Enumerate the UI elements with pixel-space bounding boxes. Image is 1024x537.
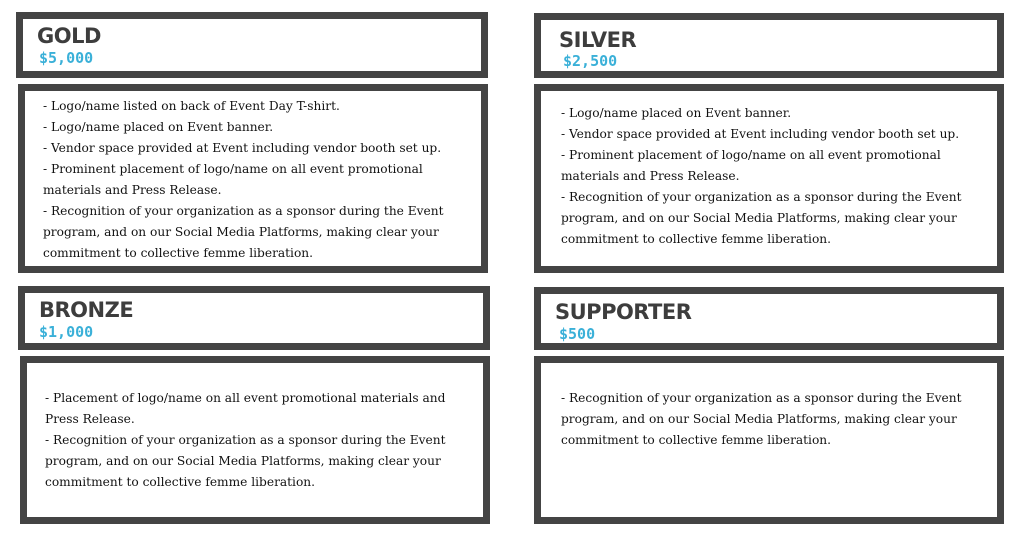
benefit-line: - Logo/name listed on back of Event Day T-shirt.: [43, 99, 340, 113]
bronze-tier-price: $1,000: [39, 323, 94, 341]
benefit-line: commitment to collective femme liberation.: [561, 433, 832, 447]
benefit-line: program, and on our Social Media Platforms, making clear your: [561, 211, 957, 225]
benefit-line: commitment to collective femme liberation.: [43, 246, 314, 260]
silver-tier-title: SILVER: [559, 28, 637, 52]
bronze-tier-title: BRONZE: [39, 298, 134, 322]
benefit-line: - Logo/name placed on Event banner.: [561, 106, 792, 120]
benefit-line: - Prominent placement of logo/name on all event promotional: [561, 148, 941, 162]
gold-tier-title: GOLD: [37, 24, 101, 48]
gold-tier-price: $5,000: [39, 49, 94, 67]
benefit-line: - Recognition of your organization as a sponsor during the Event: [561, 391, 962, 405]
benefit-line: - Logo/name placed on Event banner.: [43, 120, 274, 134]
benefit-line: - Recognition of your organization as a sponsor during the Event: [45, 433, 446, 447]
bronze-header-box: [18, 286, 490, 350]
benefit-line: - Placement of logo/name on all event promotional materials and: [45, 391, 446, 405]
supporter-header-box: [534, 287, 1004, 350]
silver-benefits-box: [534, 84, 1004, 273]
silver-benefits-list: [561, 103, 962, 250]
benefit-line: materials and Press Release.: [43, 183, 222, 197]
supporter-benefits-box: [534, 356, 1004, 524]
bronze-benefits-box: [20, 356, 490, 524]
bronze-benefits-list: [45, 388, 446, 493]
silver-header-box: [534, 13, 1004, 78]
gold-benefits-list: [43, 96, 444, 264]
supporter-tier-title: SUPPORTER: [555, 300, 692, 324]
benefit-line: - Vendor space provided at Event including vendor booth set up.: [43, 141, 442, 155]
supporter-benefits-list: [561, 388, 962, 451]
silver-tier-price: $2,500: [563, 52, 618, 70]
benefit-line: program, and on our Social Media Platforms, making clear your: [43, 225, 439, 239]
benefit-line: program, and on our Social Media Platforms, making clear your: [45, 454, 441, 468]
benefit-line: - Recognition of your organization as a sponsor during the Event: [43, 204, 444, 218]
gold-header-box: [16, 12, 488, 78]
gold-benefits-box: [18, 84, 488, 273]
benefit-line: commitment to collective femme liberation.: [561, 232, 832, 246]
benefit-line: - Prominent placement of logo/name on all event promotional: [43, 162, 423, 176]
benefit-line: commitment to collective femme liberation.: [45, 475, 316, 489]
benefit-line: Press Release.: [45, 412, 135, 426]
supporter-tier-price: $500: [559, 325, 596, 343]
benefit-line: - Recognition of your organization as a sponsor during the Event: [561, 190, 962, 204]
benefit-line: materials and Press Release.: [561, 169, 740, 183]
benefit-line: program, and on our Social Media Platforms, making clear your: [561, 412, 957, 426]
benefit-line: - Vendor space provided at Event including vendor booth set up.: [561, 127, 960, 141]
